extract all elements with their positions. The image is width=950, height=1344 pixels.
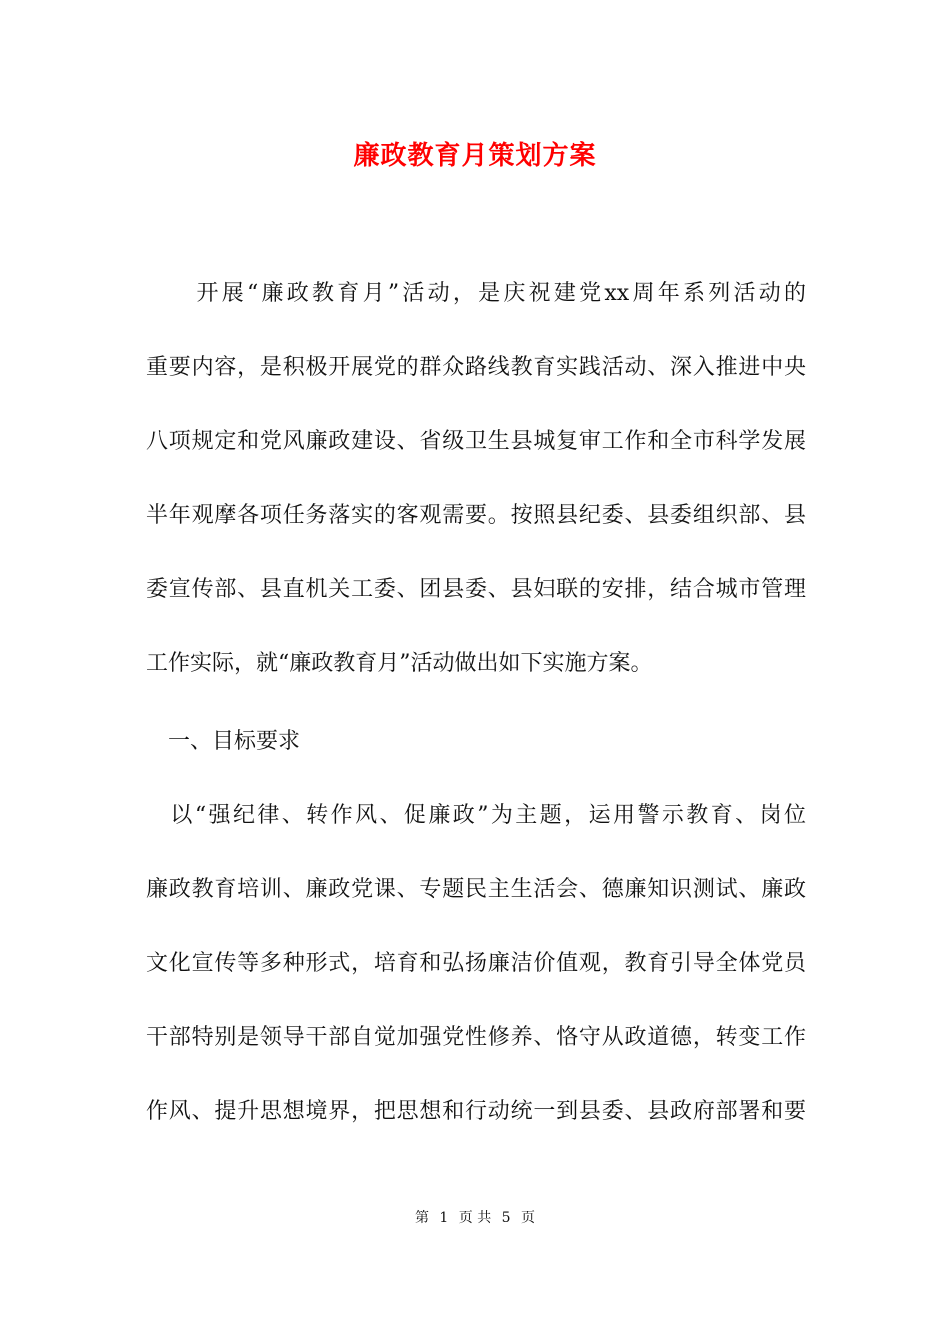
footer-middle: 页 共: [458, 1210, 492, 1226]
section-line-2: 廉政教育培训、廉政党课、专题民主生活会、德廉知识测试、廉政: [146, 877, 806, 902]
intro-line-4: 半年观摩各项任务落实的客观需要。按照县纪委、县委组织部、县: [146, 503, 806, 528]
section-line-4: 干部特别是领导干部自觉加强党性修养、恪守从政道德，转变工作: [146, 1025, 806, 1050]
section-line-5: 作风、提升思想境界，把思想和行动统一到县委、县政府部署和要: [146, 1099, 806, 1124]
intro-line-3: 八项规定和党风廉政建设、省级卫生县城复审工作和全市科学发展: [146, 429, 806, 454]
intro-line-5: 委宣传部、县直机关工委、团县委、县妇联的安排，结合城市管理: [146, 577, 806, 602]
section-line-3: 文化宣传等多种形式，培育和弘扬廉洁价值观，教育引导全体党员: [146, 951, 806, 976]
intro-line-2: 重要内容，是积极开展党的群众路线教育实践活动、深入推进中央: [146, 355, 806, 380]
footer-current-page: 1: [439, 1210, 449, 1226]
section-line-1: 以“强纪律、转作风、促廉政”为主题，运用警示教育、岗位: [146, 803, 806, 828]
footer-suffix: 页: [521, 1210, 536, 1226]
footer-prefix: 第: [414, 1210, 429, 1226]
section-heading: 一、目标要求: [146, 729, 301, 754]
footer-total-pages: 5: [501, 1210, 511, 1226]
intro-line-1: 开展“廉政教育月”活动，是庆祝建党xx周年系列活动的: [146, 281, 806, 306]
page-footer: [0, 1208, 950, 1228]
intro-line-6: 工作实际，就“廉政教育月”活动做出如下实施方案。: [146, 651, 653, 676]
document-title: 廉政教育月策划方案: [353, 141, 597, 171]
